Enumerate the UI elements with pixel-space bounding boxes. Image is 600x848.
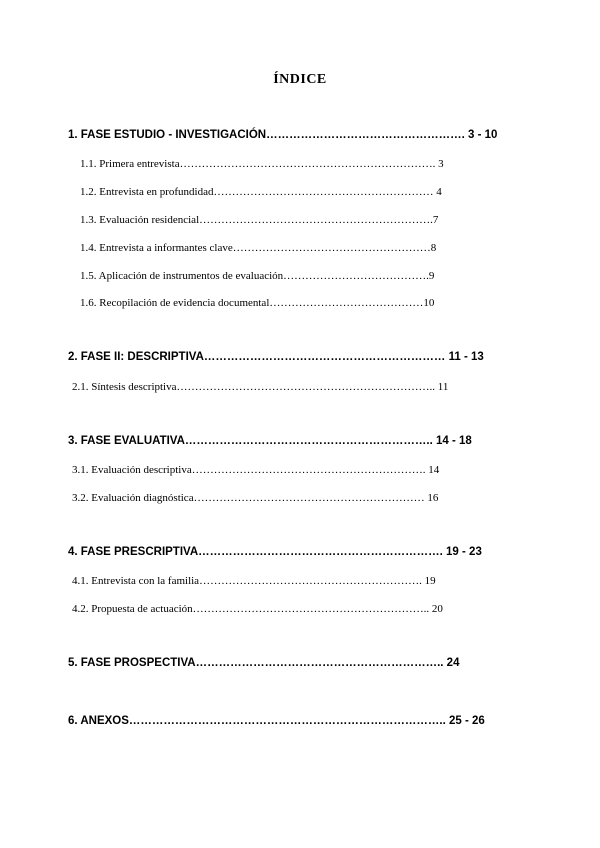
toc-item-1-3[interactable]: 1.3. Evaluación residencial……………………………………………………….7 [80,214,439,226]
toc-heading-5[interactable]: 5. FASE PROSPECTIVA……………………………………………………….. 24 [68,657,460,669]
toc-heading-4[interactable]: 4. FASE PRESCRIPTIVA………………………………………………………. 19 - 23 [68,546,482,558]
toc-item-1-4[interactable]: 1.4. Entrevista a informantes clave………………………………………………8 [80,242,437,254]
toc-heading-6[interactable]: 6. ANEXOS……………………………………………………………………….. 25 - 26 [68,715,485,727]
toc-heading-1[interactable]: 1. FASE ESTUDIO - INVESTIGACIÓN……………………………………………. 3 - 10 [68,129,498,141]
toc-item-1-5[interactable]: 1.5. Aplicación de instrumentos de evaluación………………………………….9 [80,270,435,282]
toc-item-3-2[interactable]: 3.2. Evaluación diagnóstica……………………………………………………… 16 [72,492,439,504]
toc-item-3-1[interactable]: 3.1. Evaluación descriptiva………………………………………………………. 14 [72,464,440,476]
toc-heading-3[interactable]: 3. FASE EVALUATIVA……………………………………………………….. 14 - 18 [68,435,472,447]
toc-item-4-1[interactable]: 4.1. Entrevista con la familia……………………………………………………. 19 [72,575,436,587]
toc-item-4-2[interactable]: 4.2. Propuesta de actuación……………………………………………………….. 20 [72,603,443,615]
toc-item-1-1[interactable]: 1.1. Primera entrevista……………………………………………………………. 3 [80,158,444,170]
toc-heading-2[interactable]: 2. FASE II: DESCRIPTIVA……………………………………………………… 11 - 13 [68,351,484,363]
toc-item-1-6[interactable]: 1.6. Recopilación de evidencia documental……………………………………10 [80,297,435,309]
toc-item-1-2[interactable]: 1.2. Entrevista en profundidad…………………………………………………… 4 [80,186,442,198]
toc-item-2-1[interactable]: 2.1. Síntesis descriptiva…………………………………………………………….. 11 [72,381,449,393]
page-title: ÍNDICE [273,72,327,87]
